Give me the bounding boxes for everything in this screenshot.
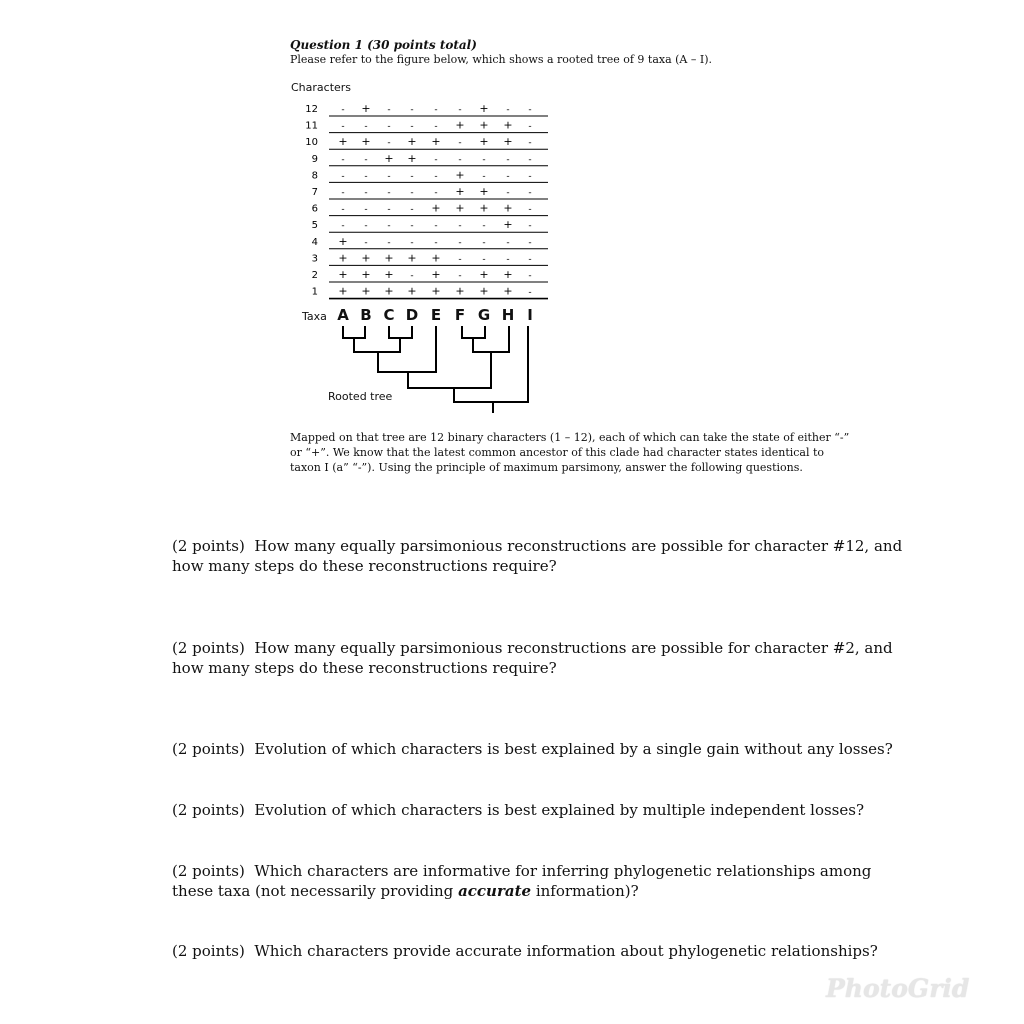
character-state: - [482,154,486,165]
character-state: - [410,221,414,232]
character-state: - [506,171,510,182]
taxon-label: B [360,306,372,324]
question-text-end: information)? [531,882,639,900]
character-state: - [528,138,532,149]
character-state: + [479,102,489,115]
question-character-2 [172,638,912,678]
character-state: - [458,154,462,165]
taxa-label: Taxa [302,310,327,323]
character-state: + [384,251,394,265]
question-emphasis: accurate [458,882,532,900]
character-state: - [506,188,510,198]
character-state: + [503,135,513,149]
character-state: - [528,287,532,298]
taxon-label: I [527,306,533,324]
rooted-tree-label: Rooted tree [328,390,393,403]
character-state: - [341,204,345,215]
character-state: + [479,135,489,149]
character-state: + [503,118,513,132]
character-state: - [387,105,391,115]
taxon-label: D [405,306,419,324]
character-state: - [434,221,438,232]
character-state: - [482,221,486,232]
character-state: + [338,234,348,248]
taxon-label: F [454,306,466,324]
character-state: + [455,284,465,298]
character-state: - [434,121,438,132]
character-state: - [410,204,414,215]
character-state: - [528,171,532,182]
character-state: + [455,168,465,182]
character-state: + [361,251,371,265]
mapped-characters-text: Mapped on that tree are 12 binary characters (1 – 12), each of which can take the state of either “-” or “+”. We know that the latest common ancestor of this clade had character states identical to taxon I (a” “-”). Using the principle of maximum parsimony, answer the following questions. [290,431,850,474]
character-state: + [479,201,489,215]
character-state: + [479,118,489,132]
character-state: - [341,105,345,115]
character-state: - [387,171,391,182]
character-state: - [434,105,438,115]
character-state: - [528,188,532,198]
character-number: 12 [305,104,318,115]
character-number: 7 [311,187,318,198]
character-state: + [431,284,441,298]
character-state: - [387,188,391,198]
tree-branch-abcd-e [378,326,436,372]
character-state: - [387,204,391,215]
question-character-12 [172,536,912,576]
question-multiple-losses [172,800,912,820]
character-state: + [455,201,465,215]
character-state: + [384,268,394,281]
character-state: + [503,284,513,298]
character-state: - [387,138,391,149]
photogrid-watermark: PhotoGrid [826,974,970,1003]
character-state: + [479,284,489,298]
taxon-label: A [337,306,349,324]
character-state: - [458,237,462,248]
character-state: - [341,221,345,232]
character-state: - [341,188,345,198]
character-state: - [528,154,532,165]
character-state: - [528,221,532,232]
character-state: + [455,185,465,198]
character-state: - [434,171,438,182]
character-state: - [528,105,532,115]
character-state: - [434,154,438,165]
character-state: + [503,218,513,232]
character-state: + [407,284,417,298]
character-state: - [482,171,486,182]
character-number: 11 [305,120,318,132]
character-state: + [479,185,489,198]
character-state: - [410,105,414,115]
character-state: - [458,221,462,232]
character-number: 8 [311,170,318,182]
character-state: - [458,105,462,115]
taxon-label: H [501,306,515,324]
character-state: - [364,204,368,215]
question-text: Which characters provide accurate information about phylogenetic relationships? [254,942,878,960]
character-state: + [407,135,417,149]
character-state: - [410,237,414,248]
character-state: + [407,251,417,265]
question-informative-characters [172,861,912,901]
character-state: - [387,121,391,132]
character-state: + [431,135,441,149]
character-state: + [431,251,441,265]
character-number: 9 [311,153,318,165]
taxon-label: E [430,306,442,324]
question-intro: Please refer to the figure below, which shows a rooted tree of 9 taxa (A – I). [290,53,712,66]
character-state: + [338,268,348,281]
question-text: How many equally parsimonious reconstructions are possible for character #2, and how many steps do these reconstructions require? [172,639,893,677]
character-state: + [407,151,417,165]
question-text: Which characters are informative for inferring phylogenetic relationships among these taxa (not necessarily providing [172,862,872,900]
character-state: + [503,201,513,215]
character-state: - [410,188,414,198]
character-state: - [528,204,532,215]
character-state: - [364,121,368,132]
character-number: 5 [311,220,318,232]
character-state: - [458,271,462,281]
tree-branch-a-b [343,326,365,338]
character-state: - [506,254,510,265]
character-state: - [528,237,532,248]
character-state: - [364,171,368,182]
character-number: 10 [305,137,318,149]
question-text: Evolution of which characters is best explained by a single gain without any losses? [254,740,893,758]
character-state: - [410,171,414,182]
question-accurate-characters [172,941,912,961]
character-state: - [364,221,368,232]
character-state: - [434,237,438,248]
character-state: - [410,271,414,281]
character-state: + [361,268,371,281]
question-title: Question 1 (30 points total) [290,38,477,52]
tree-branch-f-g [462,326,485,338]
character-state: - [528,121,532,132]
question-points: (2 points) [172,639,245,657]
characters-label: Characters [291,81,352,94]
character-state: + [338,135,348,149]
taxon-label: G [477,306,491,324]
question-points: (2 points) [172,942,245,960]
tree-branch-abcde-fgh [408,352,491,388]
character-state: - [364,154,368,165]
character-state: + [384,151,394,165]
character-state: + [431,201,441,215]
tree-branch-fg-h [473,326,509,352]
character-matrix [305,102,548,299]
character-state: - [458,254,462,265]
character-state: + [361,135,371,149]
question-single-gain [172,739,912,759]
question-text: Evolution of which characters is best explained by multiple independent losses? [254,801,864,819]
character-state: + [338,251,348,265]
taxon-label: C [383,306,395,324]
question-text: How many equally parsimonious reconstructions are possible for character #12, and how many steps do these reconstructions require? [172,537,903,575]
character-state: - [341,154,345,165]
question-points: (2 points) [172,740,245,758]
character-state: - [364,237,368,248]
character-state: - [482,237,486,248]
character-state: - [387,221,391,232]
tree-branch-c-d [389,326,412,338]
character-state: - [528,271,532,281]
character-state: - [410,121,414,132]
question-points: (2 points) [172,537,245,555]
character-state: - [387,237,391,248]
character-state: - [506,154,510,165]
character-state: + [338,284,348,298]
character-state: - [341,171,345,182]
character-number: 2 [311,270,318,281]
character-state: + [361,284,371,298]
character-state: - [434,188,438,198]
tree-branch-root-i [454,326,528,402]
character-state: + [431,268,441,281]
character-state: - [458,138,462,149]
question-points: (2 points) [172,801,245,819]
character-state: - [506,105,510,115]
character-state: + [479,268,489,281]
character-number: 6 [311,203,318,215]
question-points: (2 points) [172,862,245,880]
character-state: - [341,121,345,132]
tree-branch-ab-cd [354,338,400,352]
character-state: + [384,284,394,298]
character-state: + [455,118,465,132]
character-number: 3 [311,253,318,265]
character-state: - [364,188,368,198]
character-number: 1 [311,286,318,298]
character-state: + [361,102,371,115]
character-state: + [503,268,513,281]
character-state: - [506,237,510,248]
character-number: 4 [311,236,318,248]
character-state: - [482,254,486,265]
character-state: - [528,254,532,265]
